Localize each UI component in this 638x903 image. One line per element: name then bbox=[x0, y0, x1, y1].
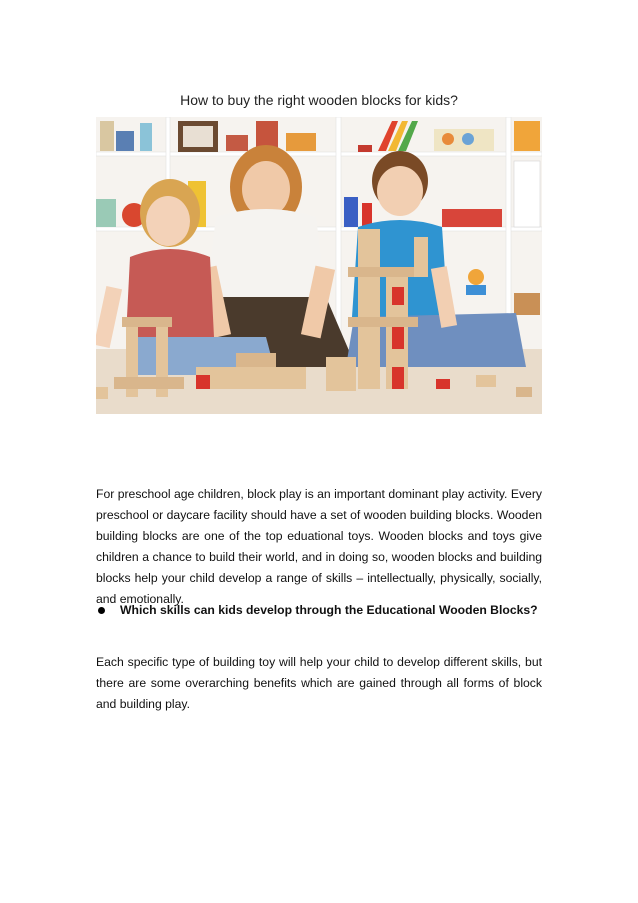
document-title: How to buy the right wooden blocks for kids? bbox=[180, 92, 458, 108]
bullet-item bbox=[96, 600, 542, 621]
second-paragraph: Each specific type of building toy will help your child to develop different skills, but there are some overarching benefits which are gained through all forms of block and building play. bbox=[96, 655, 542, 711]
bullet-heading: Which skills can kids develop through the Educational Wooden Blocks? bbox=[120, 603, 538, 617]
children-playing-wooden-blocks-photo bbox=[96, 117, 542, 414]
bullet-dot-icon bbox=[98, 607, 105, 614]
photo-illustration bbox=[96, 117, 542, 414]
intro-paragraph: For preschool age children, block play is an important dominant play activity. Every preschool or daycare facility should have a set of wooden building blocks. Wooden building blocks are one of the top eduational toys. Wooden blocks and toys give children a chance to build their world, and in doing so, wooden blocks and building blocks help your child develop a range of skills – intellectually, physically, socially, and emotionally. bbox=[96, 487, 542, 606]
